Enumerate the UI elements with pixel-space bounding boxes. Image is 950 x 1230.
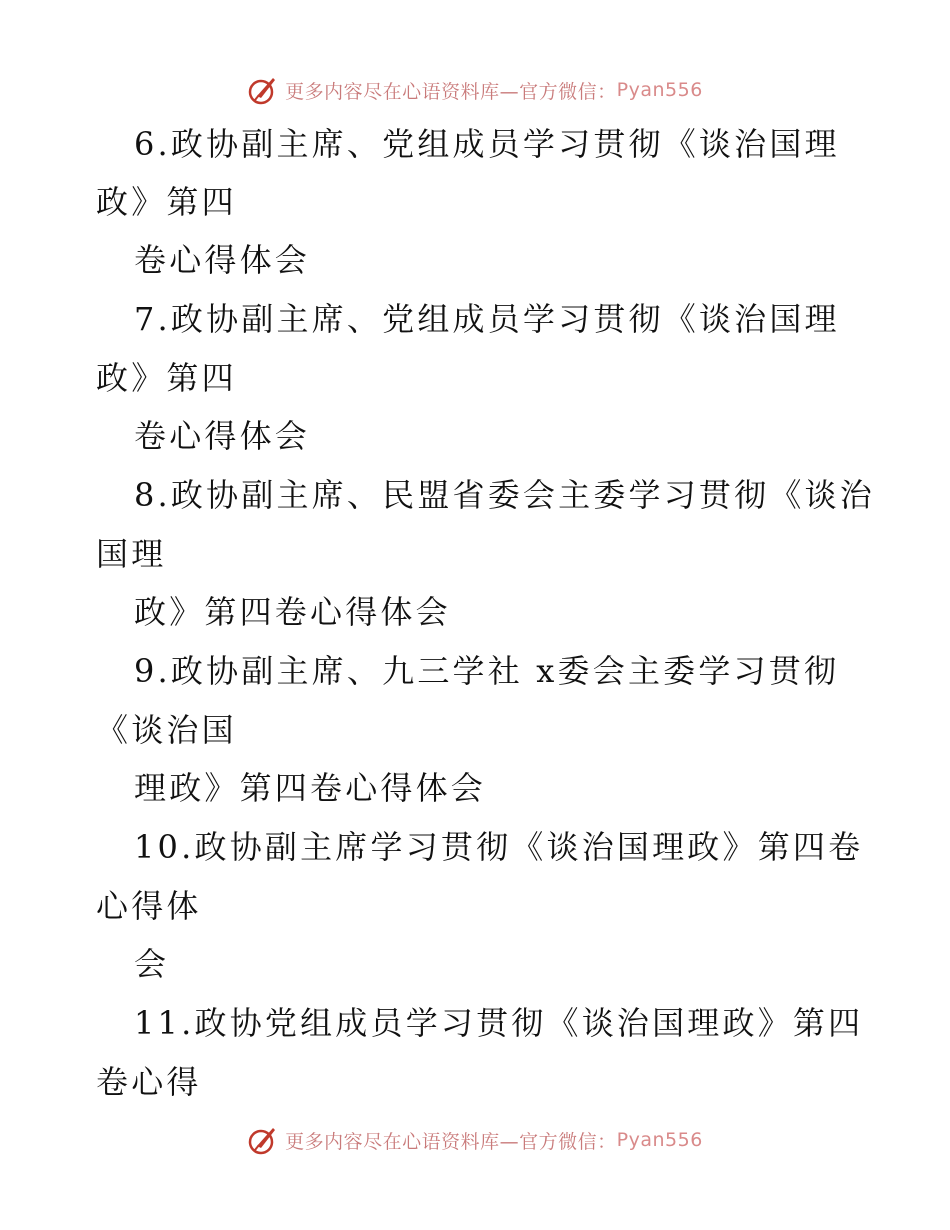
watermark-account: Pyan556: [616, 1129, 703, 1151]
toc-line: 卷心得体会: [134, 417, 311, 455]
footer-watermark: [0, 1120, 950, 1160]
header-watermark: [0, 70, 950, 110]
toc-line: 6.政协副主席、党组成员学习贯彻《谈治国理: [134, 125, 840, 163]
toc-line: 卷心得: [96, 1063, 202, 1101]
quill-pen-icon: [247, 74, 279, 106]
toc-line: 10.政协副主席学习贯彻《谈治国理政》第四卷: [134, 828, 864, 866]
quill-pen-icon: [247, 1124, 279, 1156]
toc-line: 政》第四: [96, 359, 237, 397]
toc-line: 8.政协副主席、民盟省委会主委学习贯彻《谈治: [134, 476, 875, 514]
watermark-account: Pyan556: [616, 79, 703, 101]
toc-line: 国理: [96, 535, 167, 573]
watermark-text: 更多内容尽在心语资料库—官方微信：: [285, 80, 617, 103]
toc-line: 卷心得体会: [134, 241, 311, 279]
toc-line: 会: [134, 945, 170, 983]
toc-line: 9.政协副主席、九三学社 x委会主委学习贯彻: [134, 652, 840, 690]
toc-line: 理政》第四卷心得体会: [134, 769, 487, 807]
toc-line: 《谈治国: [96, 711, 237, 749]
toc-line: 政》第四卷心得体会: [134, 593, 451, 631]
toc-line: 7.政协副主席、党组成员学习贯彻《谈治国理: [134, 300, 840, 338]
toc-line: 政》第四: [96, 183, 237, 221]
watermark-text: 更多内容尽在心语资料库—官方微信：: [285, 1130, 617, 1153]
toc-line: 11.政协党组成员学习贯彻《谈治国理政》第四: [134, 1004, 864, 1042]
toc-line: 心得体: [96, 887, 202, 925]
